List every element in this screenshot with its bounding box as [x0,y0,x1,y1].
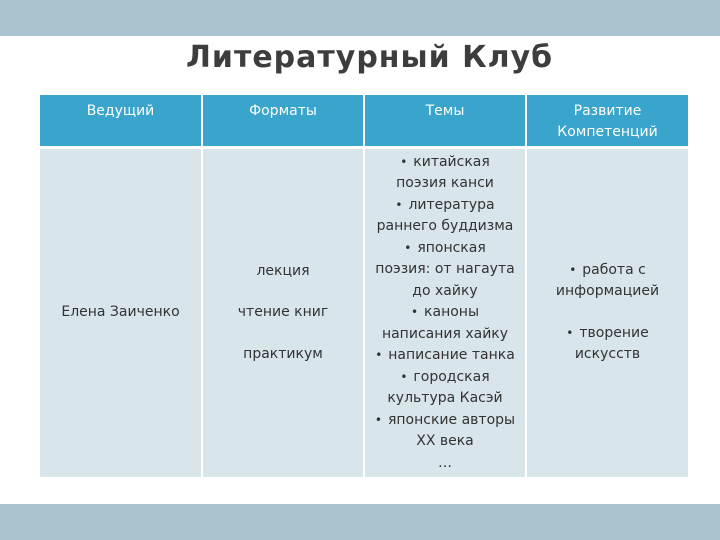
page-title: Литературный Клуб [186,40,554,75]
competence-item: • творение [566,324,649,341]
header-formats-label: Форматы [249,103,317,119]
competence-item: • работа с [569,261,646,278]
theme-item: • каноны [410,304,480,320]
theme-item-cont: культура Касэй [387,390,503,406]
club-table [40,95,688,477]
theme-item: • городская [400,368,490,385]
cell-themes [364,147,526,477]
bullet-icon: • [566,325,574,340]
bottom-decor-band [0,504,720,540]
theme-item: • японские авторы [374,411,516,428]
cell-competence [526,147,688,477]
header-formats [202,95,364,147]
header-competence-line1: Развитие [573,103,642,119]
competence-item-cont: искусств [574,346,641,363]
host-name: Елена Заиченко [61,304,180,320]
theme-item-cont: поэзия: от нагаута [375,261,515,277]
header-competence-line2: Компетенций [557,124,658,140]
competence-item-cont: информацией [555,283,660,300]
theme-item: • написание танка [375,347,515,363]
bullet-icon: • [569,262,577,277]
format-item: лекция [256,262,310,279]
theme-item-cont: до хайку [412,282,478,299]
theme-item: • литература [395,196,495,213]
theme-ellipsis: … [438,454,452,471]
table-header-row [40,95,688,147]
table-row [40,147,688,477]
theme-item-cont: поэзия канси [396,175,494,191]
bullet-icon: • [374,412,382,427]
header-host-label: Ведущий [86,103,155,119]
bullet-icon: • [410,305,419,319]
header-themes-label: Темы [425,103,465,119]
theme-item-cont: XX века [416,433,474,449]
format-item: практикум [243,345,323,362]
header-themes [364,95,526,147]
bullet-icon: • [395,197,403,212]
bullet-icon: • [400,369,408,384]
theme-item: • китайская [400,153,490,170]
theme-item: • японская [404,239,486,256]
cell-host [40,147,202,477]
theme-item-cont: написания хайку [381,325,509,342]
cell-formats [202,147,364,477]
header-competence [526,95,688,147]
bullet-icon: • [400,154,408,169]
bullet-icon: • [404,240,412,255]
format-item: чтение книг [237,304,329,320]
header-host [40,95,202,147]
top-decor-band [0,0,720,36]
bullet-icon: • [375,348,383,362]
theme-item-cont: раннего буддизма [376,218,514,234]
